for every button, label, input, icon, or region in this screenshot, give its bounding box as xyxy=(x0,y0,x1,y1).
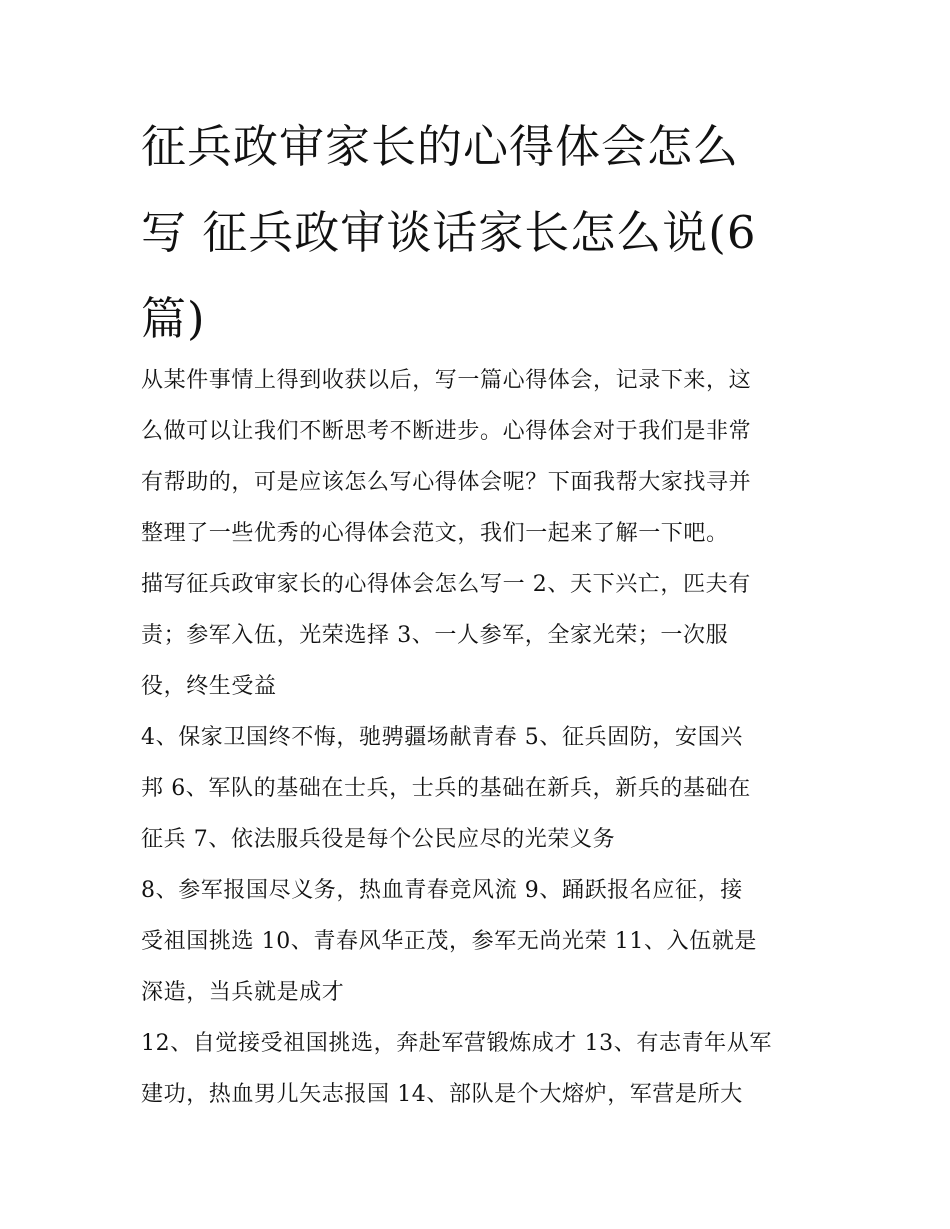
title-line: 写 征兵政审谈话家长怎么说(6 xyxy=(141,206,757,259)
body-line: 4、保家卫国终不悔，驰骋疆场献青春 5、征兵固防，安国兴 xyxy=(141,725,743,750)
body-line: 描写征兵政审家长的心得体会怎么写一 2、天下兴亡，匹夫有 xyxy=(141,572,751,597)
body-line: 受祖国挑选 10、青春风华正茂，参军无尚光荣 11、入伍就是 xyxy=(141,929,757,954)
title-line: 篇) xyxy=(141,292,206,345)
body-line: 责；参军入伍，光荣选择 3、一人参军，全家光荣；一次服 xyxy=(141,623,729,648)
title-line: 征兵政审家长的心得体会怎么 xyxy=(141,120,740,173)
body-line: 整理了一些优秀的心得体会范文，我们一起来了解一下吧。 xyxy=(141,521,729,546)
body-line: 征兵 7、依法服兵役是每个公民应尽的光荣义务 xyxy=(141,827,616,852)
body-line: 有帮助的，可是应该怎么写心得体会呢？下面我帮大家找寻并 xyxy=(141,470,752,495)
document-title xyxy=(141,104,821,362)
body-line: 邦 6、军队的基础在士兵，士兵的基础在新兵，新兵的基础在 xyxy=(141,776,751,801)
body-line: 么做可以让我们不断思考不断进步。心得体会对于我们是非常 xyxy=(141,419,752,444)
body-line: 12、自觉接受祖国挑选，奔赴军营锻炼成才 13、有志青年从军 xyxy=(141,1031,772,1056)
body-line: 役，终生受益 xyxy=(141,674,277,699)
document-body xyxy=(141,355,821,1120)
body-line: 8、参军报国尽义务，热血青春竞风流 9、踊跃报名应征，接 xyxy=(141,878,743,903)
body-line: 深造，当兵就是成才 xyxy=(141,980,345,1005)
body-line: 从某件事情上得到收获以后，写一篇心得体会，记录下来，这 xyxy=(141,368,752,393)
body-line: 建功，热血男儿矢志报国 14、部队是个大熔炉，军营是所大 xyxy=(141,1082,743,1107)
